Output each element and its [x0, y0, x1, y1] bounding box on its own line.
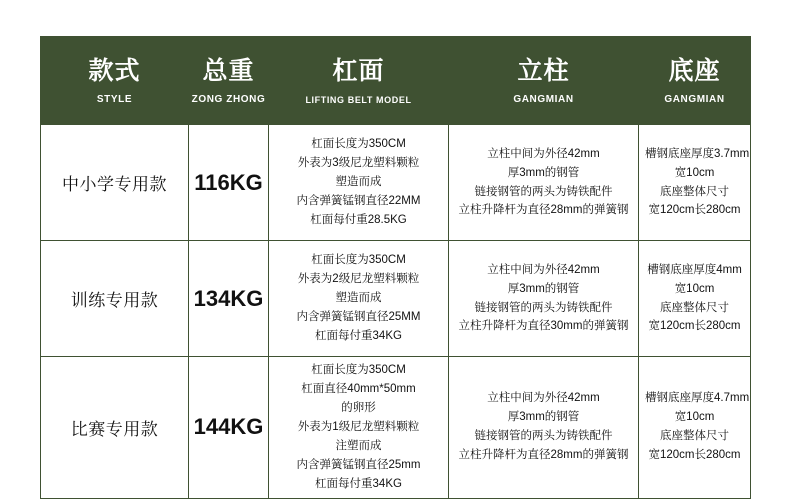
table-row	[41, 241, 751, 357]
base-line: 槽钢底座厚度3.7mm	[645, 147, 750, 160]
post-line: 立柱中间为外径42mm	[487, 147, 600, 160]
post-line: 链接钢管的两头为铸铁配件	[474, 185, 613, 198]
table-row	[41, 125, 751, 241]
post-line: 立柱中间为外径42mm	[487, 392, 600, 405]
header-cell-base	[639, 37, 751, 125]
cell-base	[639, 241, 751, 357]
base-line: 底座整体尺寸	[660, 185, 729, 198]
base-line: 底座整体尺寸	[660, 301, 729, 314]
post-line: 链接钢管的两头为铸铁配件	[474, 430, 613, 443]
belt-line: 注塑而成	[335, 439, 382, 452]
belt-line: 杠面每付重34KG	[315, 477, 402, 490]
base-line: 底座整体尺寸	[660, 430, 729, 443]
cell-belt	[269, 125, 449, 241]
header-en-belt: LIFTING BELT MODEL	[305, 94, 412, 105]
header-en-post: GANGMIAN	[513, 94, 574, 106]
table-row	[41, 357, 751, 499]
post-line: 厚3mm的钢管	[507, 411, 580, 424]
header-en-weight: ZONG ZHONG	[191, 94, 266, 106]
header-cell-style	[41, 37, 189, 125]
post-line: 立柱中间为外径42mm	[487, 263, 600, 276]
base-line: 宽10cm	[674, 166, 715, 179]
header-en-base: GANGMIAN	[664, 94, 725, 106]
table-body	[41, 125, 751, 499]
belt-line: 外表为3级尼龙塑料颗粒	[297, 157, 420, 170]
belt-line: 的卵形	[341, 401, 376, 414]
cell-post	[449, 357, 639, 499]
cell-weight: 144KG	[189, 357, 269, 499]
cell-belt	[269, 357, 449, 499]
belt-line: 内含弹簧锰钢直径25MM	[296, 310, 421, 323]
belt-line: 杠面长度为350CM	[311, 254, 406, 267]
cell-weight: 116KG	[189, 125, 269, 241]
cell-weight: 134KG	[189, 241, 269, 357]
post-line: 立柱升降杆为直径30mm的弹簧钢	[458, 320, 629, 333]
cell-style: 比赛专用款	[41, 357, 189, 499]
post-line: 立柱升降杆为直径28mm的弹簧钢	[458, 449, 629, 462]
belt-line: 塑造而成	[335, 292, 382, 305]
header-cn-post: 立柱	[517, 56, 570, 85]
base-line: 宽10cm	[674, 411, 715, 424]
header-en-style: STYLE	[96, 94, 133, 106]
post-line: 链接钢管的两头为铸铁配件	[474, 301, 613, 314]
belt-line: 杠面每付重34KG	[315, 329, 402, 342]
specification-table	[40, 36, 751, 499]
post-line: 厚3mm的钢管	[507, 282, 580, 295]
belt-line: 杠面长度为350CM	[311, 138, 406, 151]
cell-style: 中小学专用款	[41, 125, 189, 241]
cell-post	[449, 125, 639, 241]
header-cell-weight	[189, 37, 269, 125]
belt-line: 外表为2级尼龙塑料颗粒	[297, 273, 420, 286]
belt-line: 杠面直径40mm*50mm	[301, 382, 416, 395]
base-line: 槽钢底座厚度4.7mm	[645, 392, 750, 405]
base-line: 槽钢底座厚度4mm	[647, 263, 742, 276]
header-cell-post	[449, 37, 639, 125]
belt-line: 内含弹簧锰钢直径25mm	[296, 458, 421, 471]
belt-line: 内含弹簧锰钢直径22MM	[296, 194, 421, 207]
cell-base	[639, 357, 751, 499]
cell-style: 训练专用款	[41, 241, 189, 357]
belt-line: 塑造而成	[335, 176, 382, 189]
cell-base	[639, 125, 751, 241]
header-row	[41, 37, 751, 125]
cell-post	[449, 241, 639, 357]
base-line: 宽120cm长280cm	[648, 320, 741, 333]
cell-belt	[269, 241, 449, 357]
header-cn-belt: 杠面	[332, 57, 385, 86]
header-cn-style: 款式	[88, 56, 141, 85]
header-cn-weight: 总重	[202, 56, 255, 85]
header-cell-belt	[269, 37, 449, 125]
base-line: 宽10cm	[674, 282, 715, 295]
base-line: 宽120cm长280cm	[648, 204, 741, 217]
table-header	[41, 37, 751, 125]
header-cn-base: 底座	[668, 56, 721, 85]
belt-line: 杠面每付重28.5KG	[310, 213, 407, 226]
post-line: 厚3mm的钢管	[507, 166, 580, 179]
base-line: 宽120cm长280cm	[648, 449, 741, 462]
belt-line: 外表为1级尼龙塑料颗粒	[297, 420, 420, 433]
belt-line: 杠面长度为350CM	[311, 364, 406, 376]
post-line: 立柱升降杆为直径28mm的弹簧钢	[458, 204, 629, 217]
